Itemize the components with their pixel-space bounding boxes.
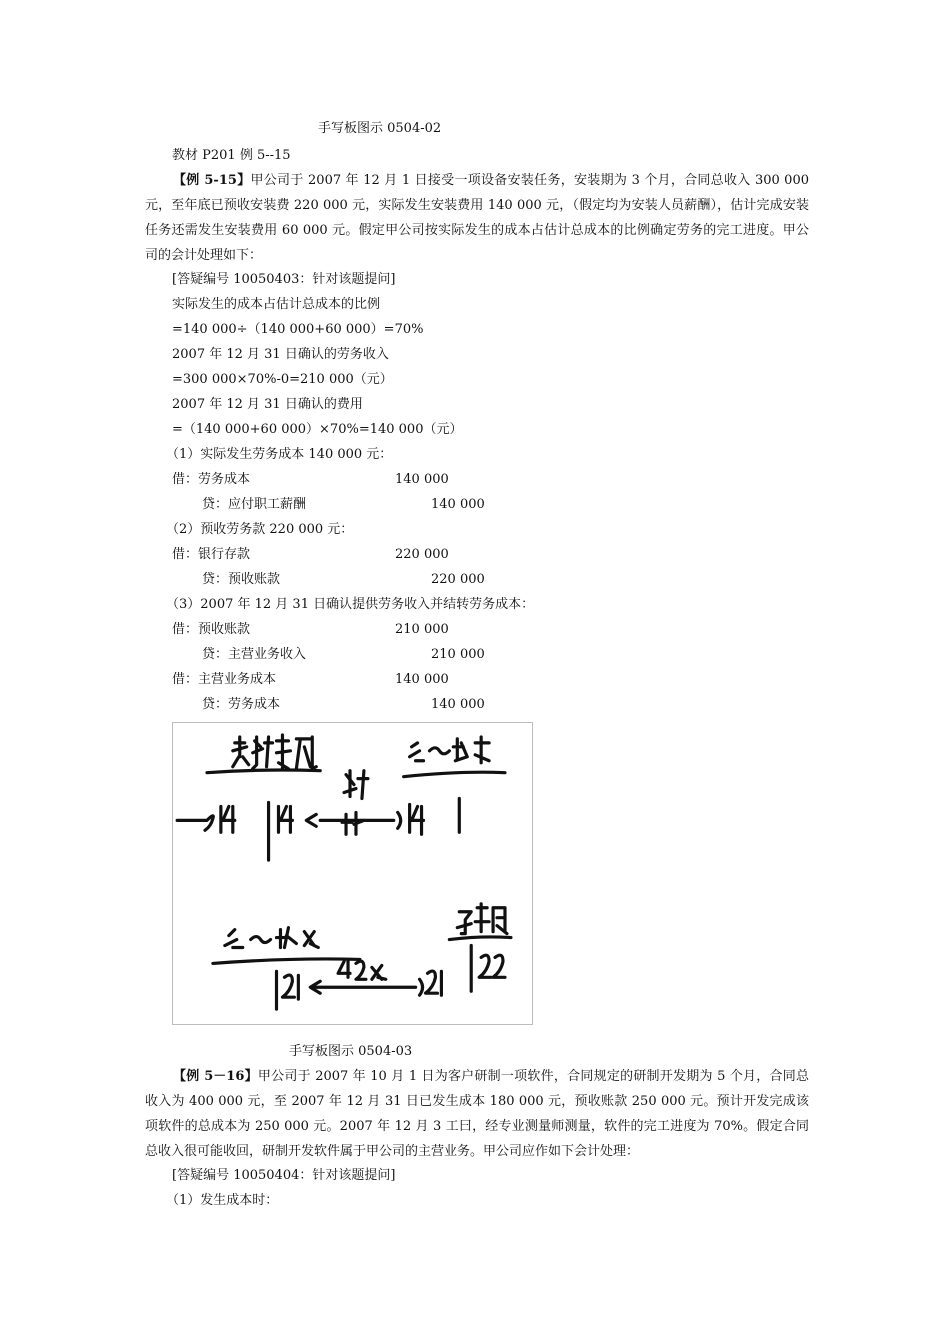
entry-heading: （2）预收劳务款 220 000 元： [166, 522, 354, 537]
entry-credit: 贷：预收账款 [202, 572, 281, 587]
label-laowu-chengben [233, 735, 316, 769]
handwritten-t-accounts [173, 723, 532, 1024]
arrow-head-right [398, 812, 401, 828]
entry-amount: 210 000 [395, 622, 449, 637]
amount-22 [479, 955, 505, 977]
t-account-line [207, 770, 320, 773]
t-account-line [213, 959, 360, 963]
entry-amount: 140 000 [431, 497, 485, 512]
label-zhuyingyewu-chengben [410, 737, 489, 763]
label-xinchou [342, 771, 368, 835]
example-label: 【例 5-15】 [173, 173, 251, 188]
qa-link-10050403[interactable]: [答疑编号 10050403：针对该题提问] [172, 272, 396, 287]
entry-amount: 210 000 [431, 647, 485, 662]
label-yushou-zhangkuan [457, 904, 507, 934]
textbook-reference: 教材 P201 例 5--15 [172, 148, 291, 163]
entry-credit: 贷：劳务成本 [202, 697, 281, 712]
calc-line: 2007 年 12 月 31 日确认的费用 [172, 397, 363, 412]
entry-heading: （3）2007 年 12 月 31 日确认提供劳务收入并结转劳务成本： [166, 597, 535, 612]
example-label: 【例 5－16】 [173, 1069, 258, 1084]
calc-line: =300 000×70%-0=210 000（元） [172, 372, 393, 387]
arrow-head-left [306, 814, 316, 826]
calc-line: =（140 000+60 000）×70%=140 000（元） [172, 422, 463, 437]
label-zhuyingyewu-shouru [225, 928, 318, 948]
calc-line: =140 000÷（140 000+60 000）=70% [172, 322, 424, 337]
entry-heading: （1）实际发生劳务成本 140 000 元： [166, 447, 393, 462]
entry-heading: （1）发生成本时： [166, 1193, 279, 1208]
entry-amount: 220 000 [431, 572, 485, 587]
example-text: 甲公司于 2007 年 12 月 1 日接受一项设备安装任务，安装期为 3 个月，合同总收入 300 000 元，至年底已预收安装费 220 000 元，实际发生安装费用 140 000 元，（假定均为安装人员薪酬），估计完成安装任务还需发生安装费用 60 000 元。假定甲公司按实际发生的成本占估计总成本的比例确定劳务的完工进度。甲公司的会计处理如下： [145, 173, 809, 263]
amount-21 [282, 975, 298, 999]
label-shouru-amount [338, 959, 386, 979]
entry-amount: 140 000 [395, 672, 449, 687]
calc-line: 2007 年 12 月 31 日确认的劳务收入 [172, 347, 389, 362]
entry-credit: 贷：应付职工薪酬 [202, 497, 307, 512]
arrow-in [177, 816, 213, 830]
amount-14 [278, 806, 292, 832]
qa-link-10050404[interactable]: [答疑编号 10050404：针对该题提问] [172, 1168, 396, 1183]
entry-debit: 借：银行存款 [172, 547, 251, 562]
amount-21 [426, 971, 442, 995]
entry-debit: 借：主营业务成本 [172, 672, 277, 687]
entry-amount: 220 000 [395, 547, 449, 562]
entry-amount: 140 000 [395, 472, 449, 487]
entry-credit: 贷：主营业务收入 [202, 647, 307, 662]
t-account-line [449, 937, 511, 940]
handwriting-board-image [172, 722, 533, 1025]
t-account-line [404, 772, 505, 776]
example-5-16 [145, 1064, 809, 1164]
calc-line: 实际发生的成本占估计总成本的比例 [172, 297, 381, 312]
amount-14 [221, 806, 235, 832]
handwriting-caption-bottom: 手写板图示 0504-03 [289, 1044, 413, 1059]
entry-debit: 借：劳务成本 [172, 472, 251, 487]
amount-14 [410, 804, 424, 834]
handwriting-caption-top: 手写板图示 0504-02 [318, 121, 442, 136]
example-text: 甲公司于 2007 年 10 月 1 日为客户研制一项软件，合同规定的研制开发期为 5 个月，合同总收入为 400 000 元，至 2007 年 12 月 31 日已发生成本 180 000 元，预收账款 250 000 元。预计开发完成该项软件的总成本为 250 000 元。2007 年 12 月 3 工曰，经专业测量师测量，软件的完工进度为 70%。假定合同总收入很可能收回，研制开发软件属于甲公司的主营业务。甲公司应作如下会计处理： [145, 1069, 809, 1159]
entry-amount: 140 000 [431, 697, 485, 712]
entry-debit: 借：预收账款 [172, 622, 251, 637]
arrow-head-right [420, 979, 423, 995]
example-5-15 [145, 168, 809, 268]
